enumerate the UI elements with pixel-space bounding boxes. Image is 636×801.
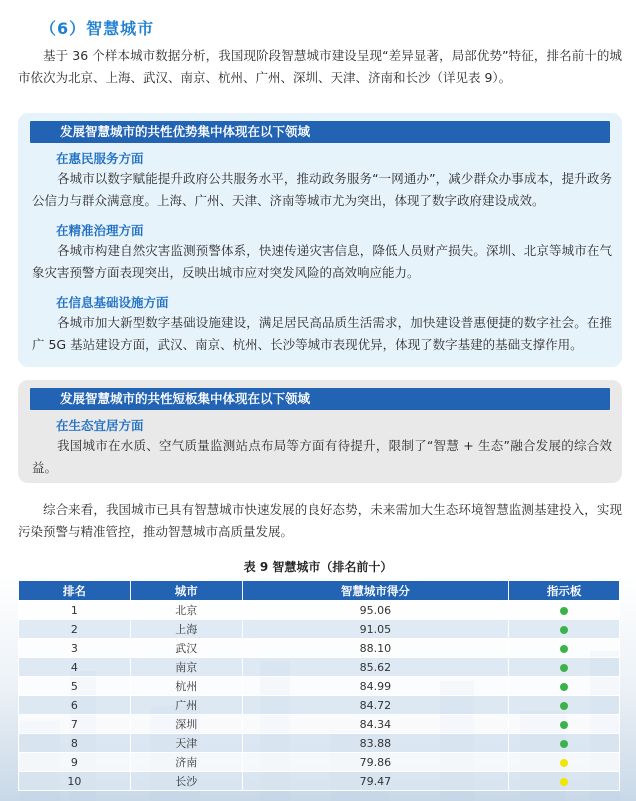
table-row xyxy=(19,620,620,639)
cell-rank: 9 xyxy=(19,753,131,772)
strength-text-service: 各城市以数字赋能提升政府公共服务水平，推动政务服务“一网通办”，减少群众办事成本，提升政务公信力与群众满意度。上海、广州、天津、济南等城市尤为突出，体现了数字政府建设成效。 xyxy=(32,171,612,208)
strength-text-infrastructure: 各城市加大新型数字基础设施建设，满足居民高品质生活需求，加快建设普惠便捷的数字社会。在推广 5G 基站建设方面，武汉、南京、杭州、长沙等城市表现优异，体现了数字基建的基础支撑作用。 xyxy=(32,315,612,352)
cell-city: 深圳 xyxy=(130,715,242,734)
cell-city: 南京 xyxy=(130,658,242,677)
cell-indicator xyxy=(509,772,620,791)
status-dot-icon xyxy=(560,607,568,615)
table-header-row xyxy=(19,581,620,601)
table-row xyxy=(19,753,620,772)
weakness-box xyxy=(18,380,622,483)
table-caption: 表 9 智慧城市（排名前十） xyxy=(243,560,393,574)
cell-city: 北京 xyxy=(130,601,242,620)
cell-score: 85.62 xyxy=(242,658,509,677)
strengths-box xyxy=(18,113,622,367)
cell-rank: 7 xyxy=(19,715,131,734)
cell-indicator xyxy=(509,753,620,772)
status-dot-icon xyxy=(560,702,568,710)
status-dot-icon xyxy=(560,721,568,729)
cell-rank: 8 xyxy=(19,734,131,753)
conclusion-paragraph: 综合来看，我国城市已具有智慧城市快速发展的良好态势，未来需加大生态环境智慧监测基建投入，实现污染预警与精准管控，推动智慧城市高质量发展。 xyxy=(18,502,622,539)
header-city: 城市 xyxy=(130,581,242,601)
cell-score: 91.05 xyxy=(242,620,509,639)
strength-title-service: 在惠民服务方面 xyxy=(56,151,144,166)
table-row xyxy=(19,715,620,734)
table-row xyxy=(19,772,620,791)
table-row xyxy=(19,658,620,677)
table-row xyxy=(19,677,620,696)
cell-score: 83.88 xyxy=(242,734,509,753)
cell-rank: 1 xyxy=(19,601,131,620)
cell-city: 杭州 xyxy=(130,677,242,696)
cell-city: 天津 xyxy=(130,734,242,753)
status-dot-icon xyxy=(560,626,568,634)
cell-city: 武汉 xyxy=(130,639,242,658)
weakness-title-ecology: 在生态宜居方面 xyxy=(56,418,144,433)
status-dot-icon xyxy=(560,778,568,786)
intro-paragraph: 基于 36 个样本城市数据分析，我国现阶段智慧城市建设呈现“差异显著，局部优势”特征，排名前十的城市依次为北京、上海、武汉、南京、杭州、广州、深圳、天津、济南和长沙（详见表 9）。 xyxy=(18,48,622,85)
cell-indicator xyxy=(509,715,620,734)
weakness-text-ecology: 我国城市在水质、空气质量监测站点布局等方面有待提升，限制了“智慧 + 生态”融合发展的综合效益。 xyxy=(32,438,612,475)
cell-indicator xyxy=(509,696,620,715)
header-rank: 排名 xyxy=(19,581,131,601)
status-dot-icon xyxy=(560,645,568,653)
cell-score: 95.06 xyxy=(242,601,509,620)
cell-rank: 5 xyxy=(19,677,131,696)
table-row xyxy=(19,601,620,620)
header-score: 智慧城市得分 xyxy=(242,581,509,601)
strength-title-infrastructure: 在信息基础设施方面 xyxy=(56,295,169,310)
status-dot-icon xyxy=(560,683,568,691)
weakness-heading: 发展智慧城市的共性短板集中体现在以下领域 xyxy=(30,388,610,410)
cell-rank: 2 xyxy=(19,620,131,639)
cell-city: 广州 xyxy=(130,696,242,715)
header-indicator: 指示板 xyxy=(509,581,620,601)
cell-indicator xyxy=(509,601,620,620)
cell-rank: 3 xyxy=(19,639,131,658)
cell-indicator xyxy=(509,734,620,753)
cell-score: 84.99 xyxy=(242,677,509,696)
strength-title-governance: 在精准治理方面 xyxy=(56,223,144,238)
cell-score: 84.34 xyxy=(242,715,509,734)
cell-indicator xyxy=(509,677,620,696)
cell-score: 88.10 xyxy=(242,639,509,658)
cell-score: 79.47 xyxy=(242,772,509,791)
cell-rank: 6 xyxy=(19,696,131,715)
table-row xyxy=(19,734,620,753)
cell-indicator xyxy=(509,639,620,658)
cell-city: 长沙 xyxy=(130,772,242,791)
table-row xyxy=(19,696,620,715)
cell-indicator xyxy=(509,658,620,677)
cell-city: 上海 xyxy=(130,620,242,639)
section-title: （6）智慧城市 xyxy=(40,19,155,38)
strengths-heading: 发展智慧城市的共性优势集中体现在以下领域 xyxy=(30,121,610,143)
cell-score: 79.86 xyxy=(242,753,509,772)
status-dot-icon xyxy=(560,759,568,767)
cell-rank: 10 xyxy=(19,772,131,791)
cell-city: 济南 xyxy=(130,753,242,772)
strength-text-governance: 各城市构建自然灾害监测预警体系，快速传递灾害信息，降低人员财产损失。深圳、北京等城市在气象灾害预警方面表现突出，反映出城市应对突发风险的高效响应能力。 xyxy=(32,243,612,280)
status-dot-icon xyxy=(560,740,568,748)
cell-score: 84.72 xyxy=(242,696,509,715)
ranking-table xyxy=(18,580,620,791)
cell-rank: 4 xyxy=(19,658,131,677)
cell-indicator xyxy=(509,620,620,639)
status-dot-icon xyxy=(560,664,568,672)
table-row xyxy=(19,639,620,658)
